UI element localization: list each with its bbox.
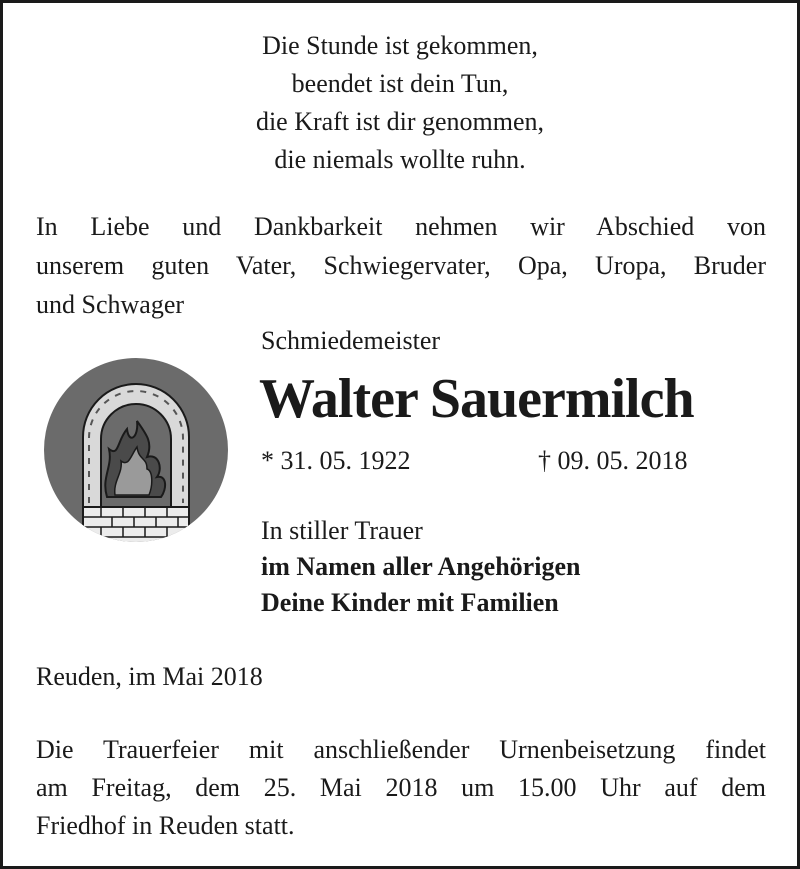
intro-line: In Liebe und Dankbarkeit nehmen wir Abschied von xyxy=(36,212,766,241)
poem xyxy=(3,27,797,179)
ceremony-info xyxy=(36,731,766,845)
poem-line: die Kraft ist dir genommen, xyxy=(255,107,545,136)
deceased-title: Schmiedemeister xyxy=(261,326,441,355)
birth-date: * 31. 05. 1922 xyxy=(261,446,411,475)
deceased-name: Walter Sauermilch xyxy=(259,368,694,430)
place-date: Reuden, im Mai 2018 xyxy=(36,662,263,691)
intro-line: und Schwager xyxy=(36,290,185,319)
mourning-line-bold: Deine Kinder mit Familien xyxy=(261,588,559,617)
poem-line: Die Stunde ist gekommen, xyxy=(262,31,538,60)
mourning-signature xyxy=(261,513,580,621)
intro-line: unserem guten Vater, Schwiegervater, Opa, Uropa, Bruder xyxy=(36,251,766,280)
horseshoe-anvil-fire-icon xyxy=(43,357,229,543)
mourning-line: In stiller Trauer xyxy=(261,516,423,545)
poem-line: beendet ist dein Tun, xyxy=(291,69,509,98)
ceremony-line: am Freitag, dem 25. Mai 2018 um 15.00 Uhr auf dem xyxy=(36,773,766,802)
ceremony-line: Die Trauerfeier mit anschließender Urnenbeisetzung findet xyxy=(36,735,766,764)
intro-text xyxy=(36,207,766,324)
poem-line: die niemals wollte ruhn. xyxy=(274,145,526,174)
death-date: † 09. 05. 2018 xyxy=(538,446,688,475)
mourning-line-bold: im Namen aller Angehörigen xyxy=(261,552,581,581)
ceremony-line: Friedhof in Reuden statt. xyxy=(36,811,295,840)
